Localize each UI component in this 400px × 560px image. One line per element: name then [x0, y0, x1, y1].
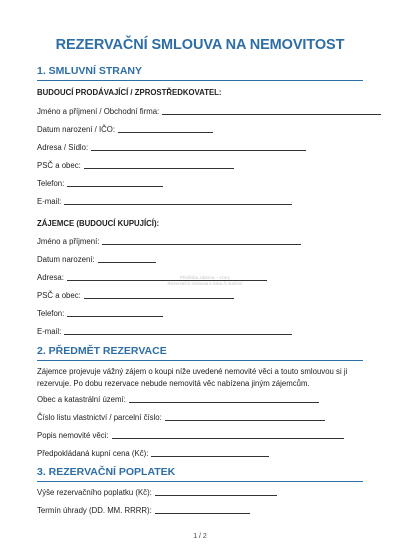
section-2-rule	[37, 360, 363, 361]
page-number: 1 / 2	[193, 533, 207, 540]
purchase-price-field[interactable]	[37, 449, 269, 458]
fill-line[interactable]	[84, 297, 234, 299]
section-1-rule	[37, 80, 363, 81]
section-2-heading: 2. PŘEDMĚT REZERVACE	[37, 345, 167, 357]
fill-line[interactable]	[64, 203, 292, 205]
field-label: PSČ a obec:	[37, 161, 81, 170]
watermark-line: Rezervační smlouva k tisku či stažení	[167, 281, 243, 286]
section-3-heading: 3. REZERVAČNÍ POPLATEK	[37, 466, 176, 478]
watermark	[150, 275, 260, 287]
paragraph-line: Zájemce projevuje vážný zájem o koupi níže uvedené nemovité věci a touto smlouvou si ji	[37, 367, 348, 376]
fill-line[interactable]	[64, 333, 292, 335]
fill-line[interactable]	[155, 494, 277, 496]
field-label: Obec a katastrální území:	[37, 395, 126, 404]
buyer-name-field[interactable]	[37, 237, 301, 246]
fill-line[interactable]	[165, 419, 325, 421]
fill-line[interactable]	[91, 149, 306, 151]
field-label: Adresa / Sídlo:	[37, 143, 89, 152]
field-label: E-mail:	[37, 197, 62, 206]
paragraph-line: rezervuje. Po dobu rezervace nebude nemovitá věc nabízena jiným zájemcům.	[37, 379, 310, 388]
field-label: Adresa:	[37, 273, 64, 282]
field-label: Předpokládaná kupní cena (Kč):	[37, 449, 149, 458]
field-label: Datum narození / IČO:	[37, 125, 115, 134]
field-label: Termín úhrady (DD. MM. RRRR):	[37, 506, 152, 515]
cadastral-area-field[interactable]	[37, 395, 319, 404]
fill-line[interactable]	[67, 185, 163, 187]
fill-line[interactable]	[118, 131, 213, 133]
document-title: REZERVAČNÍ SMLOUVA NA NEMOVITOST	[55, 37, 345, 53]
property-description-field[interactable]	[37, 431, 344, 440]
payment-date-field[interactable]	[37, 506, 250, 515]
buyer-heading: ZÁJEMCE (BUDOUCÍ KUPUJÍCÍ):	[37, 219, 160, 228]
fill-line[interactable]	[151, 455, 269, 457]
seller-name-field[interactable]	[37, 107, 381, 116]
reservation-paragraph	[37, 366, 363, 390]
fill-line[interactable]	[102, 243, 301, 245]
field-label: Popis nemovité věci:	[37, 431, 109, 440]
fee-amount-field[interactable]	[37, 488, 277, 497]
field-label: Datum narození:	[37, 255, 95, 264]
watermark-line: Předloha zdarma – vzory	[179, 275, 231, 280]
field-label: E-mail:	[37, 327, 62, 336]
seller-address-field[interactable]	[37, 143, 306, 152]
fill-line[interactable]	[67, 315, 163, 317]
fill-line[interactable]	[155, 512, 250, 514]
parcel-number-field[interactable]	[37, 413, 325, 422]
field-label: Výše rezervačního poplatku (Kč):	[37, 488, 152, 497]
fill-line[interactable]	[162, 113, 381, 115]
section-1-heading: 1. SMLUVNÍ STRANY	[37, 65, 143, 77]
field-label: Jméno a příjmení:	[37, 237, 100, 246]
seller-phone-field[interactable]	[37, 179, 163, 188]
fill-line[interactable]	[84, 167, 234, 169]
seller-heading: BUDOUCÍ PRODÁVAJÍCÍ / ZPROSTŘEDKOVATEL:	[37, 88, 222, 97]
fill-line[interactable]	[98, 261, 156, 263]
buyer-email-field[interactable]	[37, 327, 292, 336]
field-label: Telefon:	[37, 309, 65, 318]
seller-birthdate-field[interactable]	[37, 125, 213, 134]
fill-line[interactable]	[112, 437, 344, 439]
field-label: Telefon:	[37, 179, 65, 188]
field-label: Jméno a příjmení / Obchodní firma:	[37, 107, 160, 116]
seller-postcode-field[interactable]	[37, 161, 234, 170]
fill-line[interactable]	[129, 401, 319, 403]
buyer-postcode-field[interactable]	[37, 291, 234, 300]
buyer-birthdate-field[interactable]	[37, 255, 156, 264]
field-label: Číslo listu vlastnictví / parcelní číslo:	[37, 413, 162, 422]
buyer-phone-field[interactable]	[37, 309, 163, 318]
field-label: PSČ a obec:	[37, 291, 81, 300]
seller-email-field[interactable]	[37, 197, 292, 206]
section-3-rule	[37, 481, 363, 482]
